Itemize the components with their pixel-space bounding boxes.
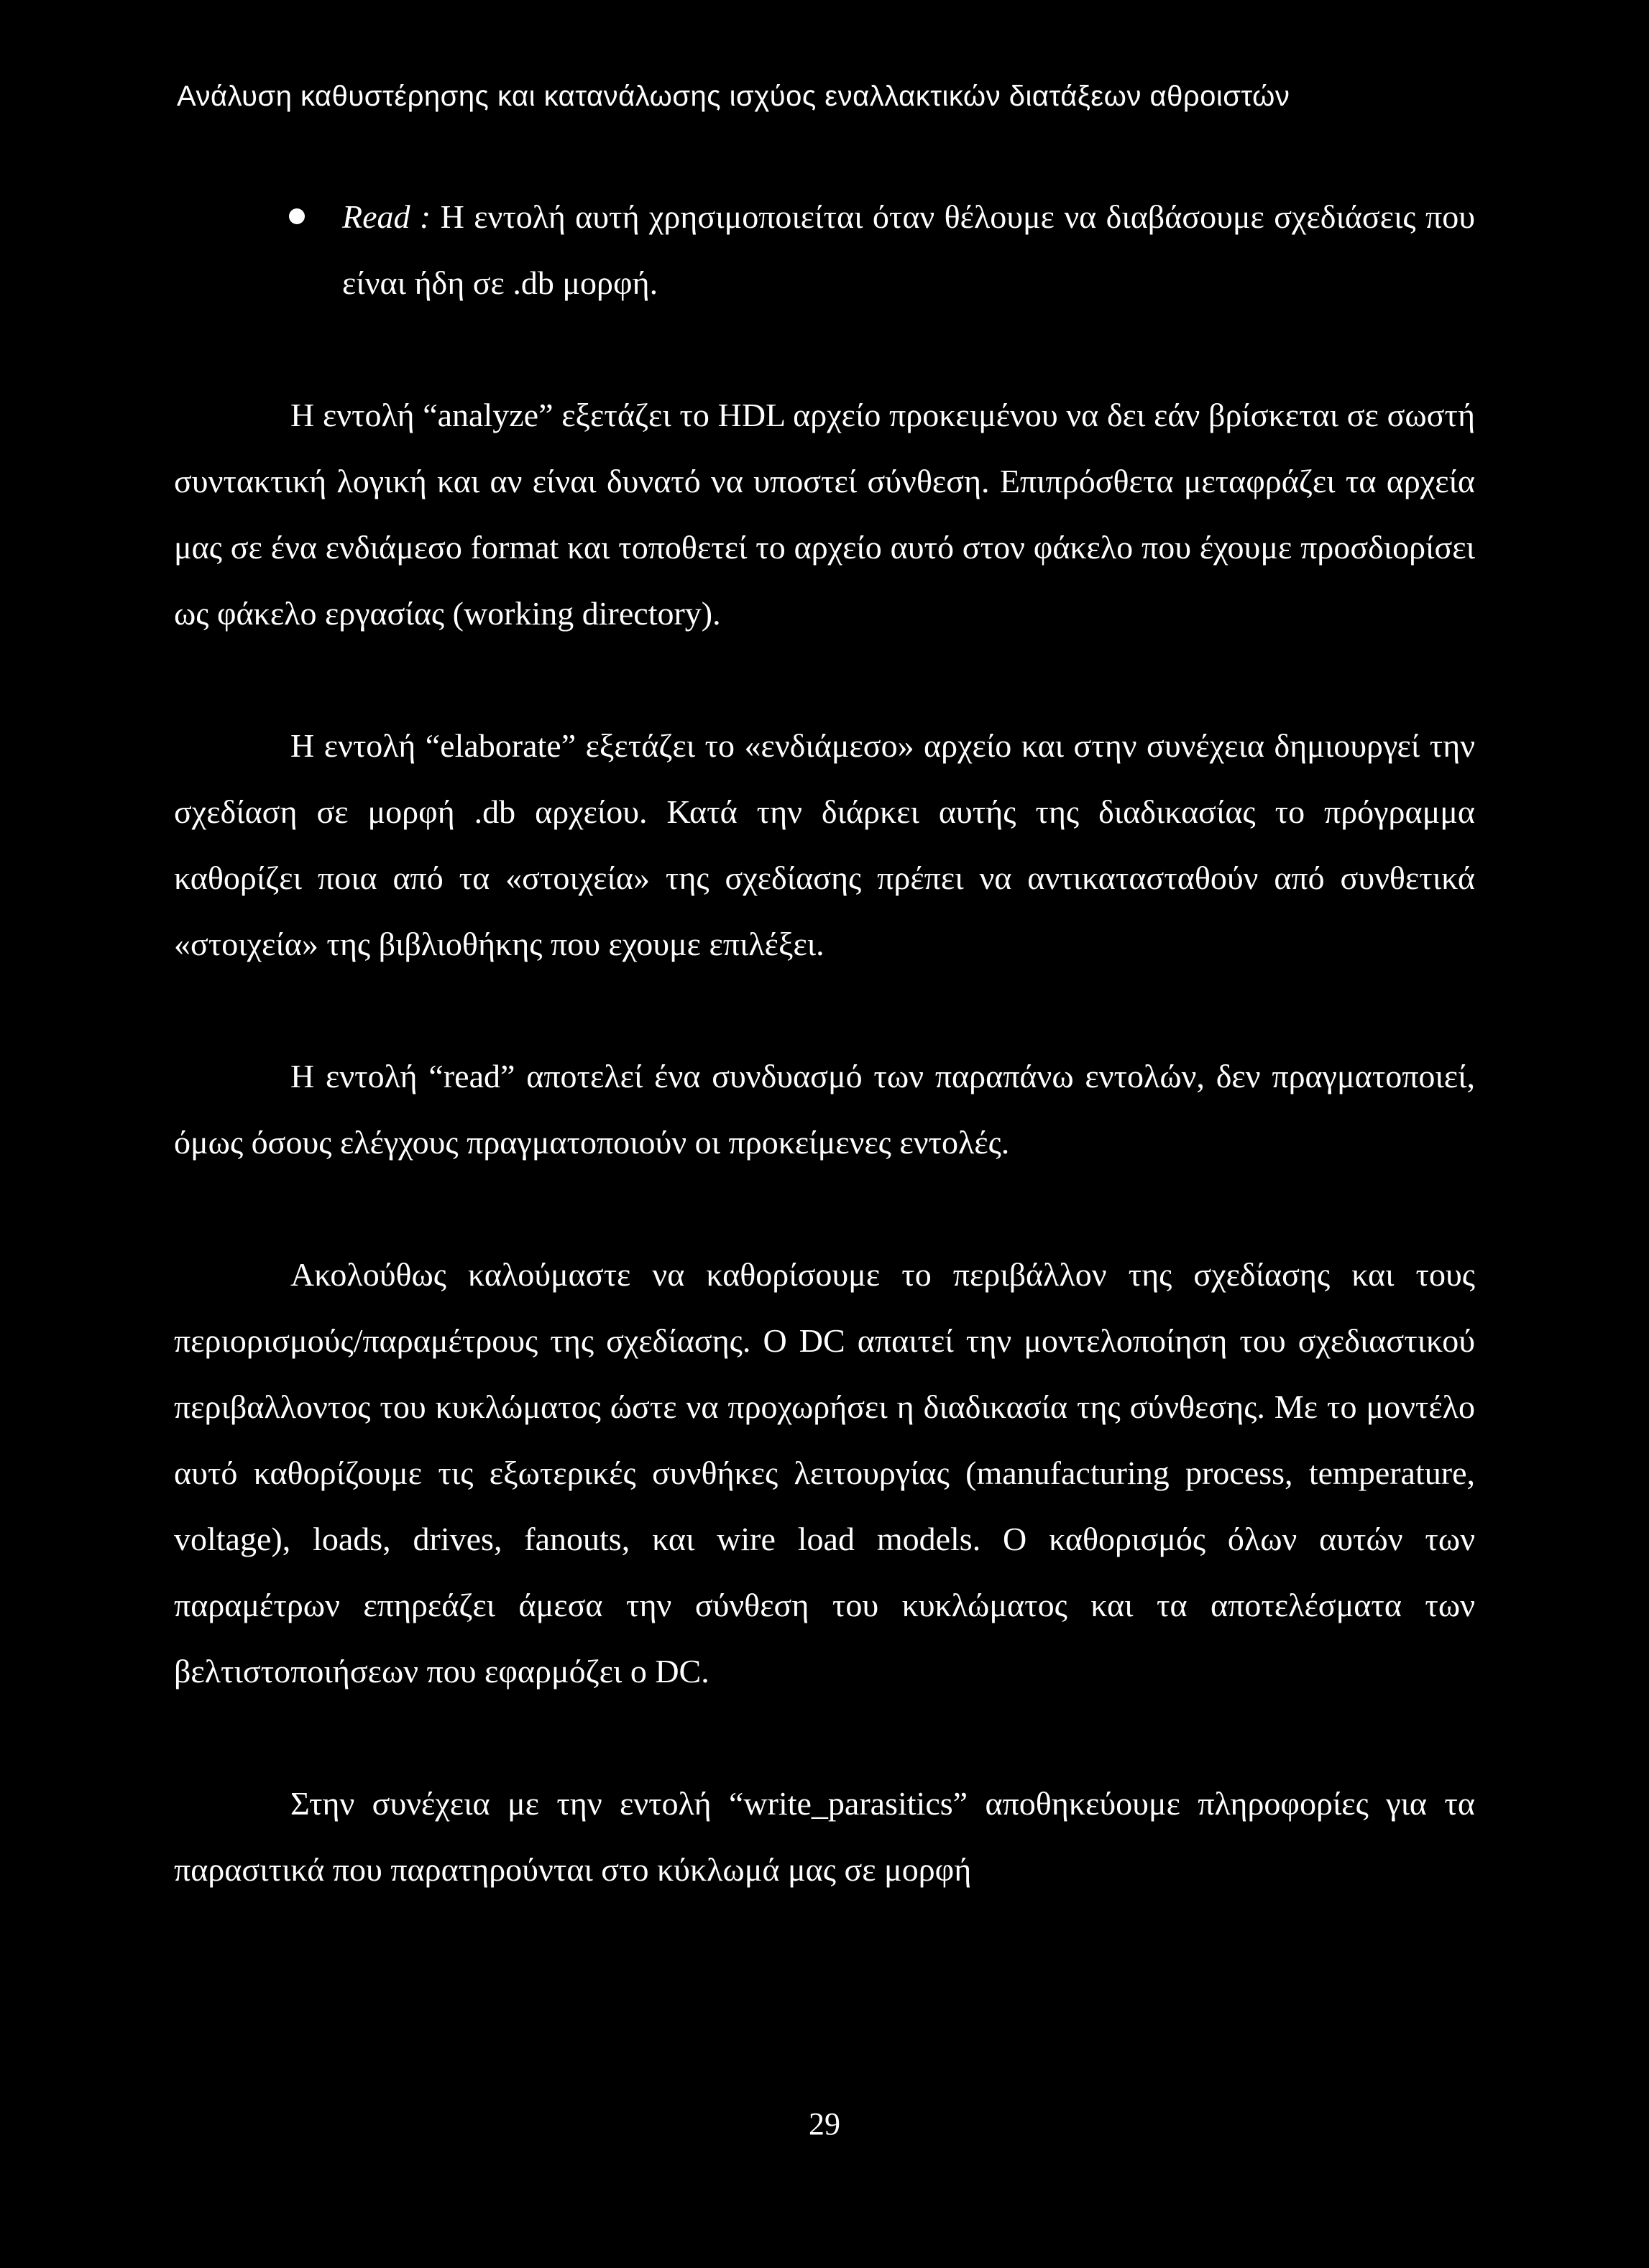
bullet-term: Read : (342, 198, 431, 235)
paragraph-environment: Ακολούθως καλούμαστε να καθορίσουμε το περιβάλλον της σχεδίασης και τους περιορισμούς/παραμέτρους της σχεδίασης. Ο DC απαιτεί την μοντελοποίηση του σχεδιαστικού περιβαλλοντος του κυκλώματος ώστε να προχωρήσει η διαδικασία της σύνθεσης. Με το μοντέλο αυτό καθορίζουμε τις εξωτερικές συνθήκες λειτουργίας (manufacturing process, temperature, voltage), loads, drives, fanouts, και wire load models. Ο καθορισμός όλων αυτών των παραμέτρων επηρεάζει άμεσα την σύνθεση του κυκλώματος και τα αποτελέσματα των βελτιστοποιήσεων που εφαρμόζει ο DC. (174, 1256, 1475, 1690)
paragraph-read: Η εντολή “read” αποτελεί ένα συνδυασμό των παραπάνω εντολών, δεν πραγματοποιεί, όμως όσους ελέγχους πραγματοποιούν οι προκείμενες εντολές. (174, 1058, 1475, 1161)
body-text (174, 184, 1475, 1903)
paragraph-analyze: Η εντολή “analyze” εξετάζει το HDL αρχείο προκειμένου να δει εάν βρίσκεται σε σωστή συντακτική λογική και αν είναι δυνατό να υποστεί σύνθεση. Επιπρόσθετα μεταφράζει τα αρχεία μας σε ένα ενδιάμεσο format και τοποθετεί το αρχείο αυτό στον φάκελο που έχουμε προσδιορίσει ως φάκελο εργασίας (working directory). (174, 397, 1475, 632)
bullet-item-read (174, 184, 1475, 316)
running-header: Ανάλυση καθυστέρησης και κατανάλωσης ισχύος εναλλακτικών διατάξεων αθροιστών (177, 80, 1290, 112)
bullet-dot-icon (289, 208, 305, 224)
bullet-text: Η εντολή αυτή χρησιμοποιείται όταν θέλουμε να διαβάσουμε σχεδιάσεις που είναι ήδη σε .db μορφή. (342, 198, 1476, 301)
paragraph-elaborate: Η εντολή “elaborate” εξετάζει το «ενδιάμεσο» αρχείο και στην συνέχεια δημιουργεί την σχεδίαση σε μορφή .db αρχείου. Κατά την διάρκει αυτής της διαδικασίας το πρόγραμμα καθορίζει ποια από τα «στοιχεία» της σχεδίασης πρέπει να αντικατασταθούν από συνθετικά «στοιχεία» της βιβλιοθήκης που εχουμε επιλέξει. (174, 727, 1475, 962)
paragraph-write-parasitics: Στην συνέχεια με την εντολή “write_parasitics” αποθηκεύουμε πληροφορίες για τα παρασιτικά που παρατηρούνται στο κύκλωμά μας σε μορφή (174, 1785, 1475, 1888)
page-number: 29 (809, 2106, 840, 2142)
